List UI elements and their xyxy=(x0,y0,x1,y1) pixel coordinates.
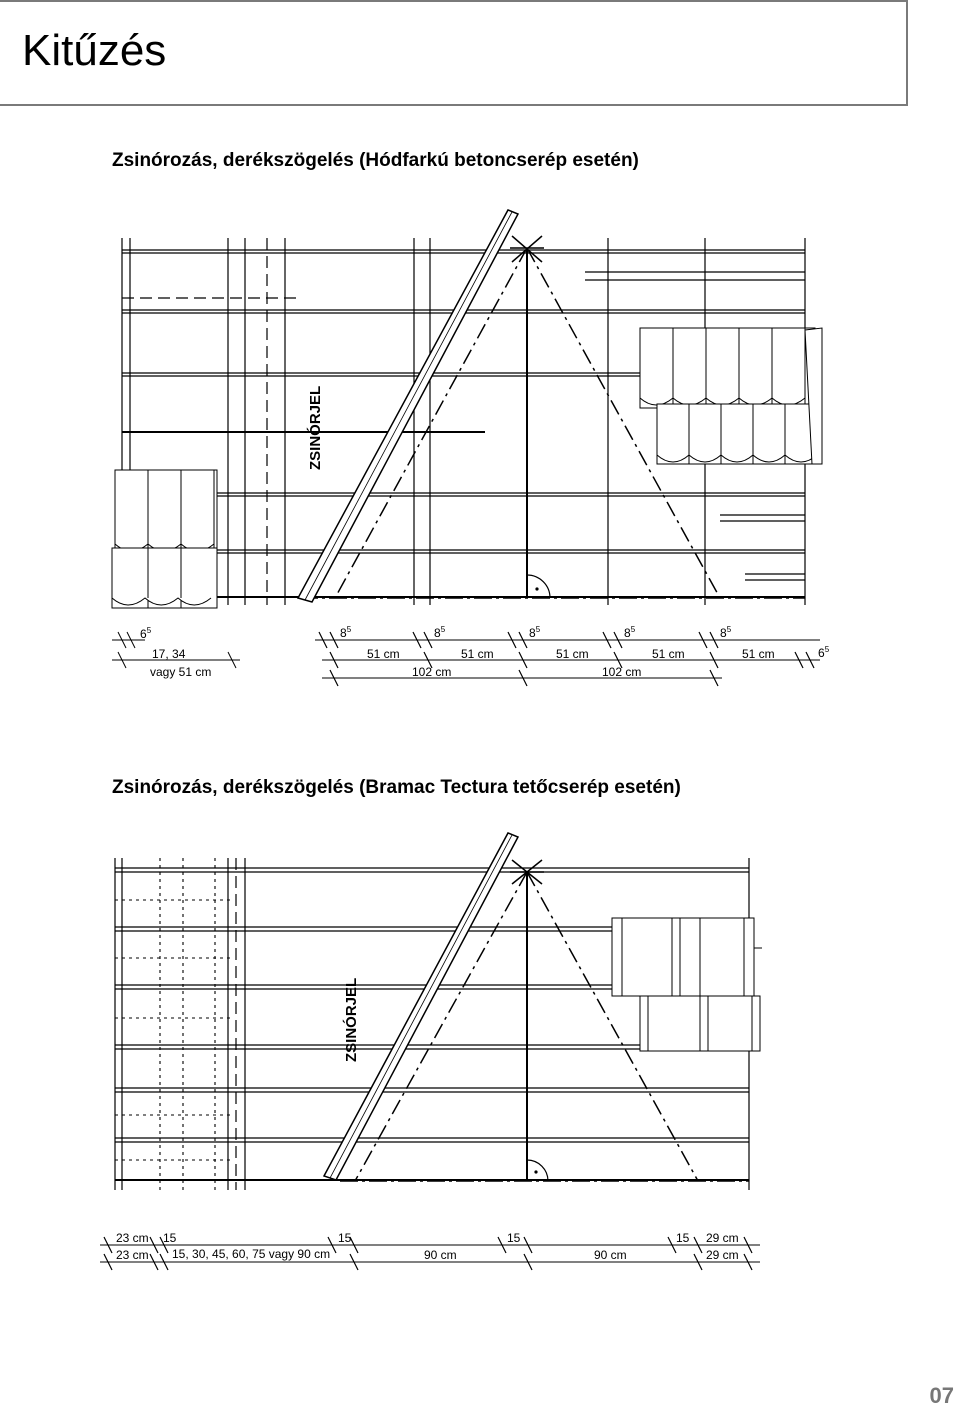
dim-15-a: 15 xyxy=(163,1231,177,1245)
figure1-drawing xyxy=(0,200,960,700)
dim-vagy-51: vagy 51 cm xyxy=(150,665,212,679)
dim-15-b: 15 xyxy=(338,1231,352,1245)
dim-29-top: 29 cm xyxy=(706,1231,739,1245)
figure1-tiles-left xyxy=(112,470,217,608)
dim-51-a: 51 cm xyxy=(367,647,400,661)
dim-23-top: 23 cm xyxy=(116,1231,149,1245)
dim-17-34: 17, 34 xyxy=(152,647,186,661)
figure1-zsinorjel-label: ZSINÓRJEL xyxy=(307,385,324,470)
dim-end-6-5: $6^5$ xyxy=(818,645,830,660)
dim-8-5-e: $8^5$ xyxy=(720,625,732,640)
figure1-right-angle xyxy=(527,575,550,598)
dim-8-5-a: $8^5$ xyxy=(340,625,352,640)
figure2-right-angle-dot xyxy=(534,1170,537,1173)
figure1-tiles-right xyxy=(640,328,822,464)
figure1-plank-edge xyxy=(305,212,512,600)
figure2-zsinorjel-label: ZSINÓRJEL xyxy=(343,977,360,1062)
dim-102-a: 102 cm xyxy=(412,665,452,679)
dim-15-d: 15 xyxy=(676,1231,690,1245)
figure1-dim-labels xyxy=(140,625,830,679)
dim-15-c: 15 xyxy=(507,1231,521,1245)
dim-8-5-c: $8^5$ xyxy=(529,625,541,640)
figure1-right-angle-dot xyxy=(535,587,538,590)
figure2-drawing xyxy=(0,825,960,1285)
figure2-right-angle xyxy=(527,1160,548,1181)
dim-23-bottom: 23 cm xyxy=(116,1248,149,1262)
figure2-tiles xyxy=(612,918,762,1051)
dim-series: 15, 30, 45, 60, 75 vagy 90 cm xyxy=(172,1247,331,1261)
dim-51-d: 51 cm xyxy=(652,647,685,661)
figure1-caption: Zsinórozás, derékszögelés (Hódfarkú betoncserép esetén) xyxy=(112,150,639,171)
dim-51-b: 51 cm xyxy=(461,647,494,661)
title-box xyxy=(0,0,908,106)
figure2-caption: Zsinórozás, derékszögelés (Bramac Tectura tetőcserép esetén) xyxy=(112,777,681,798)
dim-90-a: 90 cm xyxy=(424,1248,457,1262)
dim-6-5: $6^5$ xyxy=(140,626,152,641)
page-number: 07 xyxy=(929,1383,954,1408)
dim-8-5-d: $8^5$ xyxy=(624,625,636,640)
dim-8-5-b: $8^5$ xyxy=(434,625,446,640)
figure2-dim-labels xyxy=(116,1231,739,1262)
dim-51-e: 51 cm xyxy=(742,647,775,661)
figure2-dotted-guides xyxy=(115,858,230,1190)
dim-29-bottom: 29 cm xyxy=(706,1248,739,1262)
page-title: Kitűzés xyxy=(22,26,167,75)
dim-102-b: 102 cm xyxy=(602,665,642,679)
dim-90-b: 90 cm xyxy=(594,1248,627,1262)
figure1-plank xyxy=(298,210,518,602)
dim-51-c: 51 cm xyxy=(556,647,589,661)
